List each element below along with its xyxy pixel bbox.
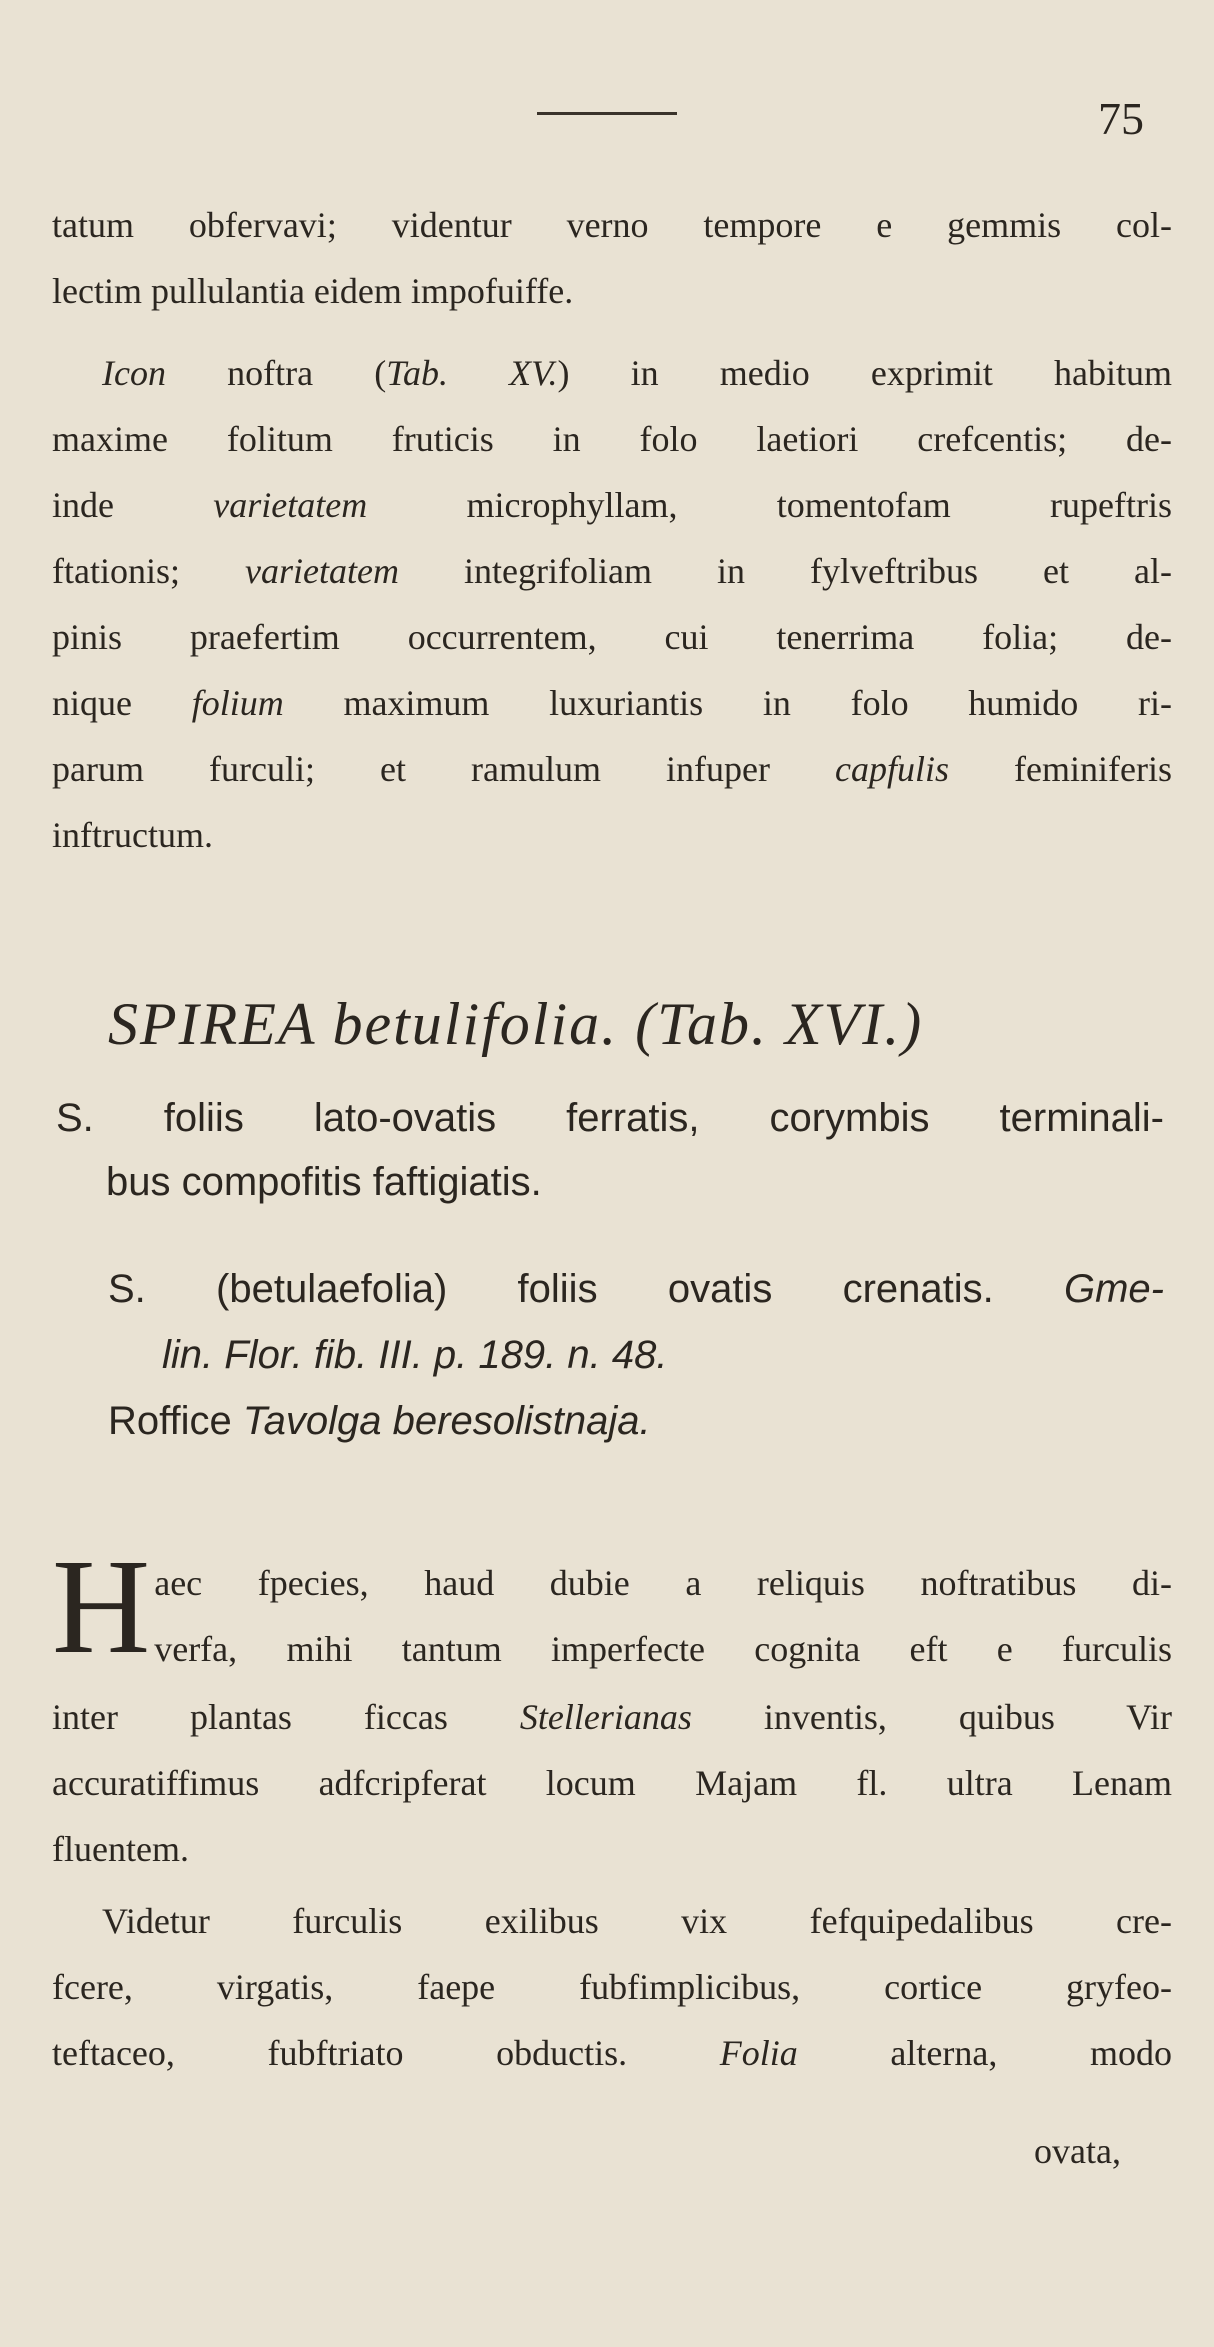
paragraph-habit [52,1888,1172,2086]
paragraph-description [52,1532,1172,1882]
page-number: 75 [1098,93,1144,144]
text-line: verfa, mihi tantum imperfecte cognita eft e furculis [154,1629,1172,1669]
text-line: inftructum. [52,815,213,855]
paragraph-icon [52,340,1172,868]
text-line: parum furculi; et ramulum infuper capfulis feminiferis [52,749,1172,789]
text-line: fluentem. [52,1829,189,1869]
text-line: Videtur furculis exilibus vix fefquipedalibus cre- [102,1901,1172,1941]
text-line: accuratiffimus adfcripferat locum Majam fl. ultra Lenam [52,1763,1172,1803]
text-line: S. foliis lato-ovatis ferratis, corymbis terminali- [56,1096,1164,1140]
text-line: maxime folitum fruticis in folo laetiori crefcentis; de- [52,419,1172,459]
species-epithet: betulifolia. [332,991,619,1057]
text-line: inde varietatem microphyllam, tomentofam rupeftris [52,485,1172,525]
genus-name: SPIREA [108,991,316,1057]
text-line: pinis praefertim occurrentem, cui tenerrima folia; de- [52,617,1172,657]
text-line: ftationis; varietatem integrifoliam in fylveftribus et al- [52,551,1172,591]
text-line: nique folium maximum luxuriantis in folo humido ri- [52,683,1172,723]
text-line: teftaceo, fubftriato obductis. Folia alterna, modo [52,2033,1172,2073]
text-line: Roffice Tavolga beresolistnaja. [108,1399,651,1443]
text-line: aec fpecies, haud dubie a reliquis noftratibus di- [154,1563,1172,1603]
text-line: inter plantas ficcas Stellerianas inventis, quibus Vir [52,1697,1172,1737]
text-line: Icon noftra (Tab. XV.) in medio exprimit habitum [102,353,1173,393]
header-rule [537,112,677,115]
synonymy [108,1256,1164,1454]
drop-cap: H [52,1532,151,1682]
catchword: ovata, [1034,2131,1121,2171]
plate-reference: (Tab. XVI.) [635,991,924,1057]
paragraph-continuation [52,192,1172,324]
text-line: tatum obfervavi; videntur verno tempore e gemmis col- [52,205,1172,245]
text-line: S. (betulaefolia) foliis ovatis crenatis. Gme- [108,1267,1164,1311]
species-heading [108,990,923,1059]
text-line: lectim pullulantia eidem impofuiffe. [52,271,574,311]
text-line: fcere, virgatis, faepe fubfimplicibus, cortice gryfeo- [52,1967,1172,2007]
text-line: lin. Flor. fib. III. p. 189. n. 48. [162,1333,668,1377]
text-line: bus compofitis faftigiatis. [106,1160,542,1204]
diagnosis [56,1086,1164,1214]
